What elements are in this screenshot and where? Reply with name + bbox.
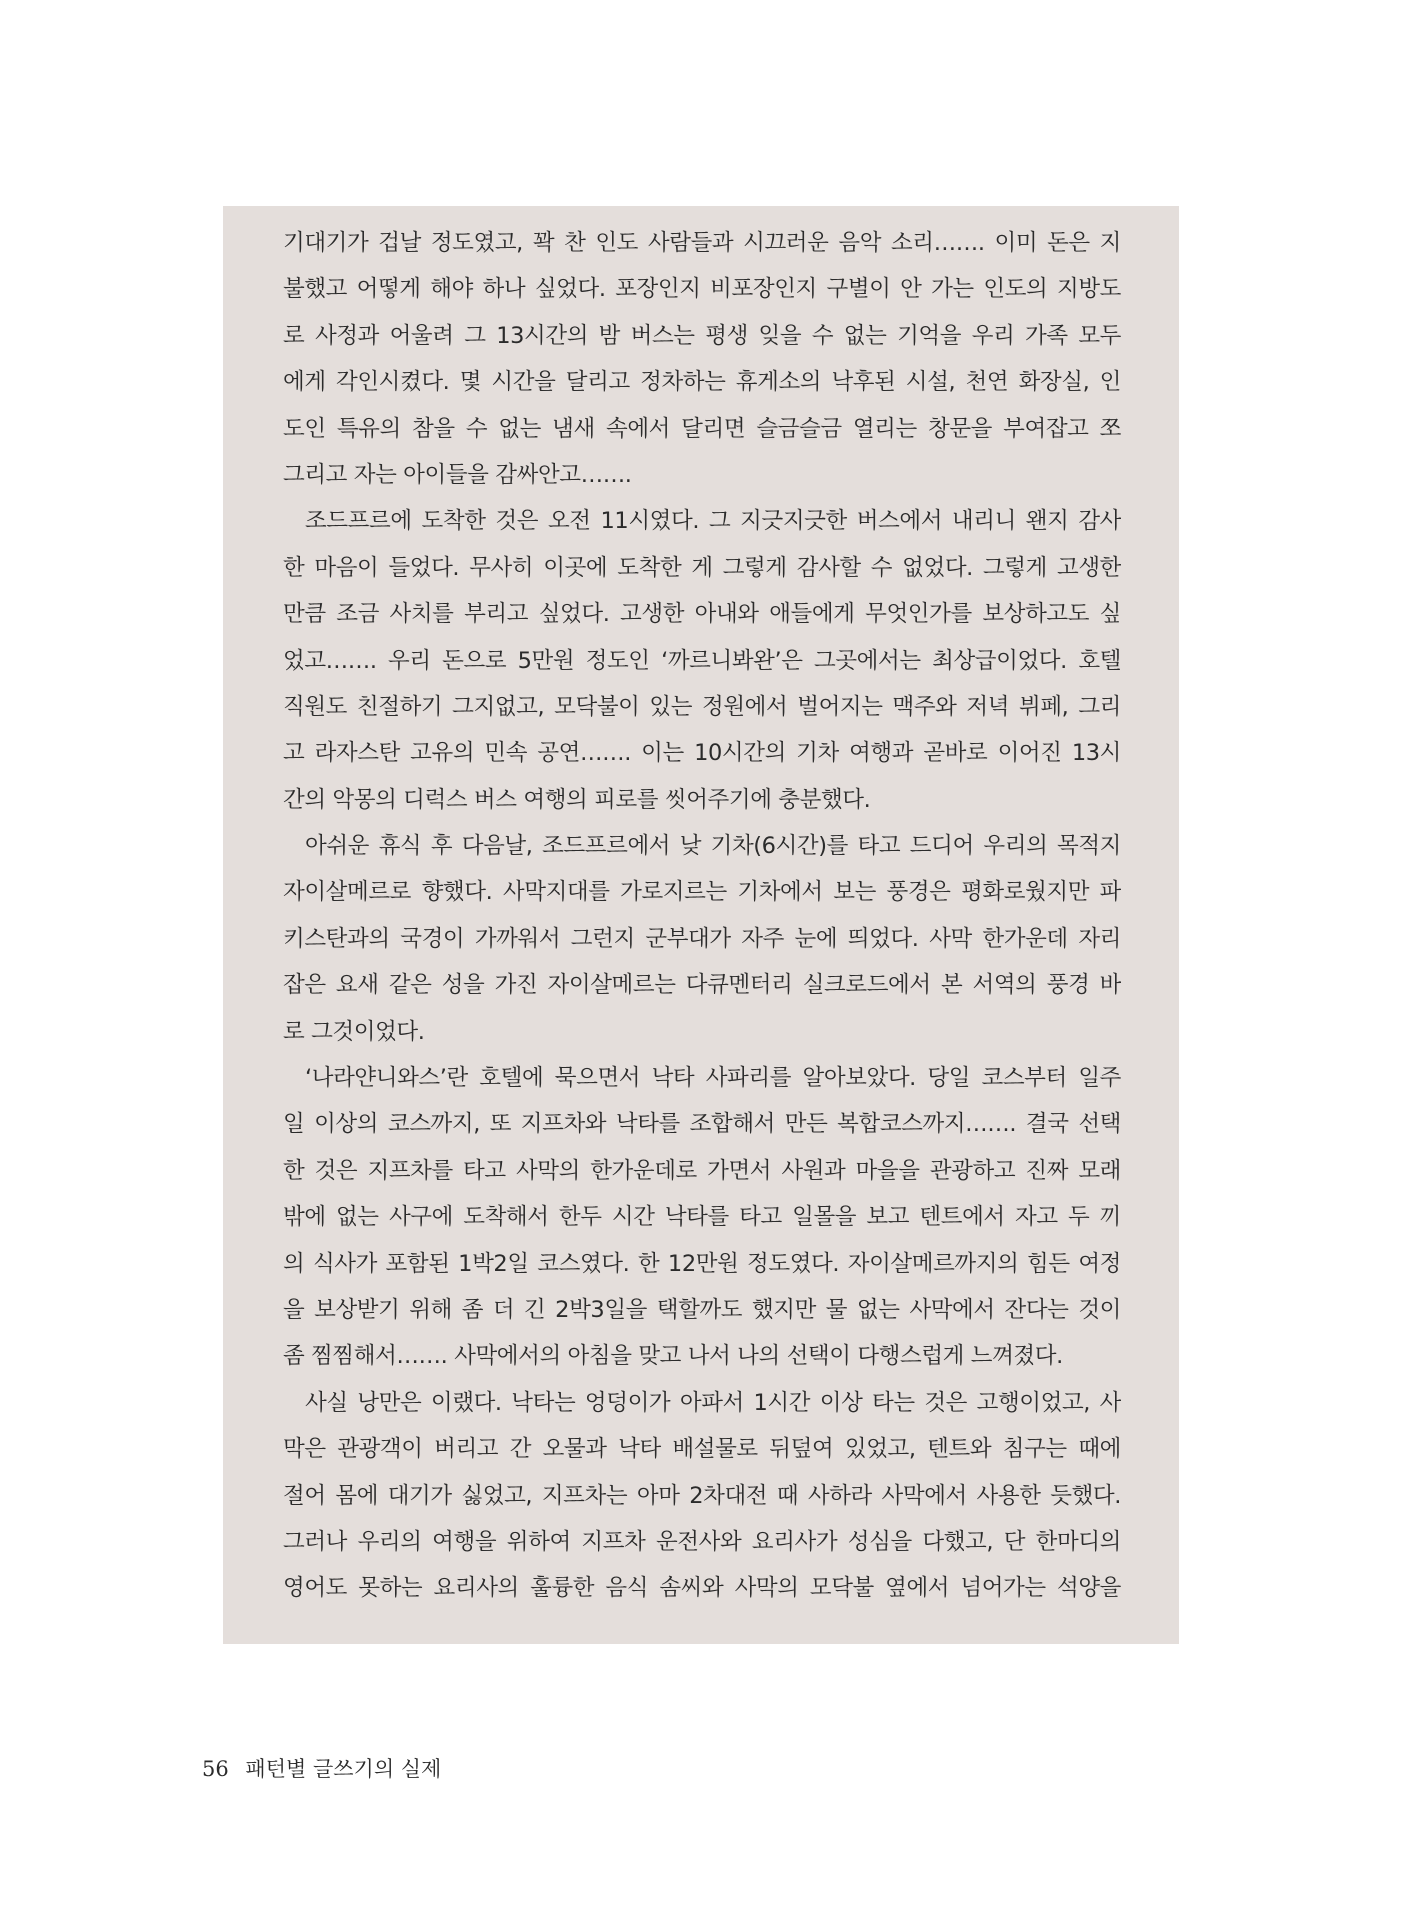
- page-footer: [202, 1756, 441, 1782]
- text-line: 간의 악몽의 디럭스 버스 여행의 피로를 씻어주기에 충분했다.: [283, 786, 871, 813]
- text-line: 일 이상의 코스까지, 또 지프차와 낙타를 조합해서 만든 복합코스까지……. 결국 선택: [283, 1111, 1121, 1138]
- text-line: 기대기가 겁날 정도였고, 꽉 찬 인도 사람들과 시끄러운 음악 소리……. 이미 돈은 지: [283, 230, 1121, 256]
- text-line: 한 것은 지프차를 타고 사막의 한가운데로 가면서 사원과 마을을 관광하고 진짜 모래: [283, 1157, 1121, 1184]
- text-box: [223, 206, 1179, 1644]
- text-line: 그러나 우리의 여행을 위하여 지프차 운전사와 요리사가 성심을 다했고, 단 한마디의: [283, 1528, 1121, 1555]
- text-line: 을 보상받기 위해 좀 더 긴 2박3일을 택할까도 했지만 물 없는 사막에서 잔다는 것이: [283, 1296, 1121, 1323]
- book-title: 패턴별 글쓰기의 실제: [245, 1757, 442, 1781]
- text-line: 조드프르에 도착한 것은 오전 11시였다. 그 지긋지긋한 버스에서 내리니 왠지 감사: [305, 508, 1121, 535]
- text-line: 었고……. 우리 돈으로 5만원 정도인 ‘까르니봐완’은 그곳에서는 최상급이었다. 호텔: [283, 647, 1121, 674]
- text-line: 로 그것이었다.: [283, 1018, 425, 1045]
- text-line: 고 라자스탄 고유의 민속 공연……. 이는 10시간의 기차 여행과 곧바로 이어진 13시: [283, 740, 1121, 767]
- text-line: 좀 찜찜해서……. 사막에서의 아침을 맞고 나서 나의 선택이 다행스럽게 느껴졌다.: [283, 1343, 1063, 1370]
- text-line: 키스탄과의 국경이 가까워서 그런지 군부대가 자주 눈에 띄었다. 사막 한가운데 자리: [283, 925, 1121, 952]
- text-line: 불했고 어떻게 해야 하나 싶었다. 포장인지 비포장인지 구별이 안 가는 인도의 지방도: [283, 276, 1121, 303]
- text-line: 한 마음이 들었다. 무사히 이곳에 도착한 게 그렇게 감사할 수 없었다. 그렇게 고생한: [283, 554, 1121, 581]
- page-number: 56: [202, 1757, 229, 1781]
- text-line: 자이살메르로 향했다. 사막지대를 가로지르는 기차에서 보는 풍경은 평화로웠지만 파: [283, 879, 1121, 906]
- text-line: 로 사정과 어울려 그 13시간의 밤 버스는 평생 잊을 수 없는 기억을 우리 가족 모두: [283, 322, 1121, 349]
- text-line: 막은 관광객이 버리고 간 오물과 낙타 배설물로 뒤덮여 있었고, 텐트와 침구는 때에: [283, 1436, 1121, 1463]
- text-line: 아쉬운 휴식 후 다음날, 조드프르에서 낮 기차(6시간)를 타고 드디어 우리의 목적지: [305, 833, 1121, 860]
- text-line: 도인 특유의 참을 수 없는 냄새 속에서 달리면 슬금슬금 열리는 창문을 부여잡고 쪼: [283, 415, 1121, 442]
- text-line: 밖에 없는 사구에 도착해서 한두 시간 낙타를 타고 일몰을 보고 텐트에서 자고 두 끼: [283, 1204, 1121, 1231]
- text-line: 의 식사가 포함된 1박2일 코스였다. 한 12만원 정도였다. 자이살메르까지의 힘든 여정: [283, 1250, 1121, 1277]
- text-line: 직원도 친절하기 그지없고, 모닥불이 있는 정원에서 벌어지는 맥주와 저녁 뷔페, 그리: [283, 693, 1121, 720]
- text-line: 잡은 요새 같은 성을 가진 자이살메르는 다큐멘터리 실크로드에서 본 서역의 풍경 바: [283, 972, 1121, 999]
- text-line: ‘나라얀니와스’란 호텔에 묵으면서 낙타 사파리를 알아보았다. 당일 코스부터 일주: [305, 1065, 1121, 1092]
- text-line: 에게 각인시켰다. 몇 시간을 달리고 정차하는 휴게소의 낙후된 시설, 천연 화장실, 인: [283, 369, 1121, 396]
- text-line: 절어 몸에 대기가 싫었고, 지프차는 아마 2차대전 때 사하라 사막에서 사용한 듯했다.: [283, 1482, 1121, 1509]
- text-line: 영어도 못하는 요리사의 훌륭한 음식 솜씨와 사막의 모닥불 옆에서 넘어가는 석양을: [283, 1575, 1121, 1602]
- text-line: 그리고 자는 아이들을 감싸안고…….: [283, 461, 632, 488]
- text-line: 사실 낭만은 이랬다. 낙타는 엉덩이가 아파서 1시간 이상 타는 것은 고행이었고, 사: [305, 1389, 1121, 1416]
- text-line: 만큼 조금 사치를 부리고 싶었다. 고생한 아내와 애들에게 무엇인가를 보상하고도 싶: [283, 601, 1121, 628]
